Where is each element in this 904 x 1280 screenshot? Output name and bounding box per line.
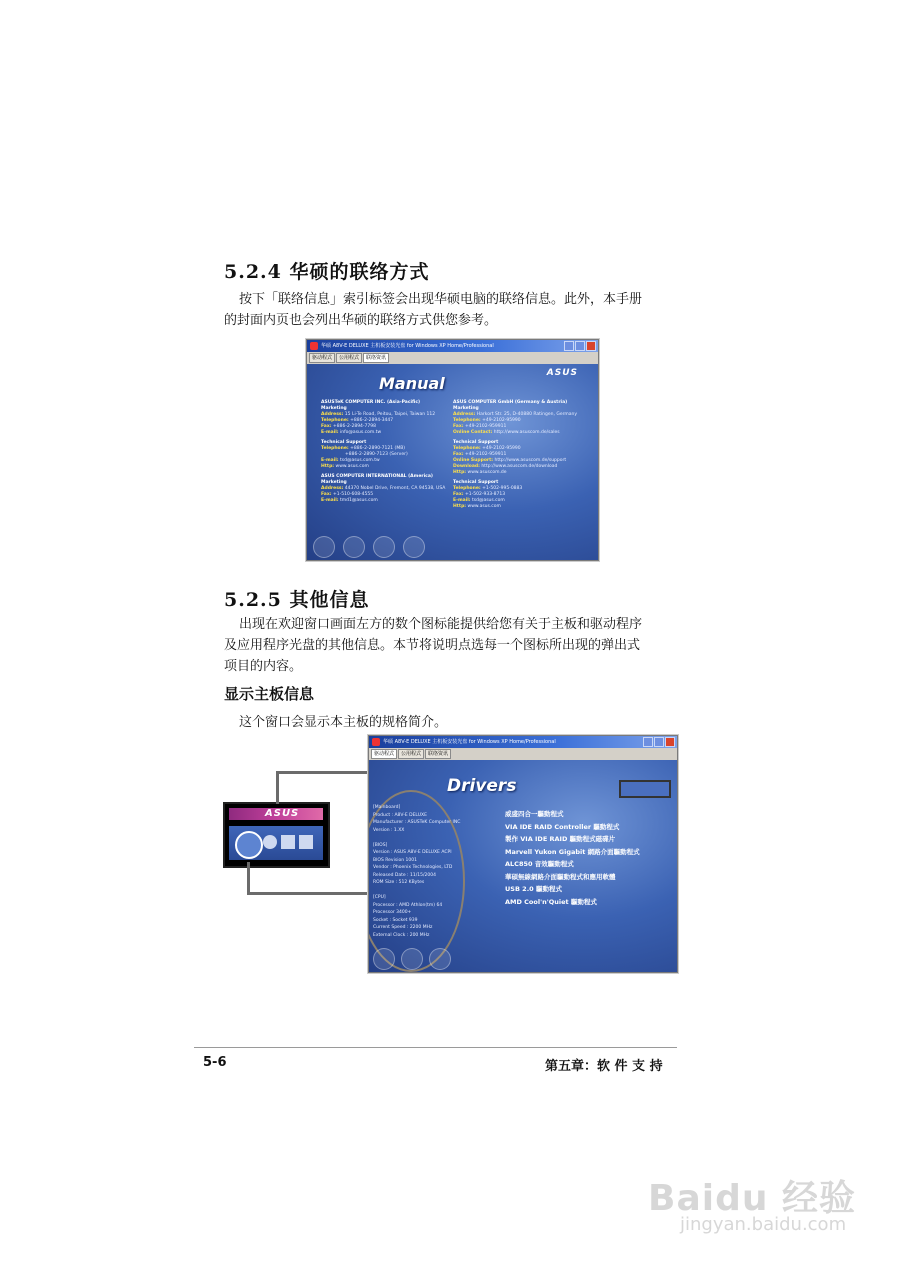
window-titlebar — [307, 340, 598, 352]
contact-line-label: Fax: — [321, 424, 332, 429]
window-tabs — [369, 748, 677, 760]
bottom-icon-1 — [313, 536, 335, 558]
mainboard-info-list — [373, 804, 460, 939]
contact-line-value: +1-510-608-4555 — [331, 492, 374, 497]
maximize-icon — [654, 737, 664, 747]
contact-line-value: +49-2102-95990 — [480, 418, 521, 423]
contact-line-label: Fax: — [453, 424, 464, 429]
asus-logo: ASUS — [546, 368, 578, 378]
contact-column-right — [453, 400, 588, 514]
section-paragraph-5-2-4 — [224, 289, 676, 331]
driver-item: 製作 VIA IDE RAID 驅動程式磁碟片 — [505, 835, 616, 843]
contact-line-label: E-mail: — [321, 430, 339, 435]
baidu-watermark-logo: Baidu 经验 — [648, 1178, 857, 1219]
cd-icon — [263, 835, 277, 849]
tab-contact: 联络资讯 — [363, 353, 389, 363]
info-line: Version : 1.XX — [373, 827, 405, 833]
contact-line — [453, 430, 588, 436]
contact-block — [453, 400, 588, 436]
info-line: Product : A8V-E DELUXE — [373, 812, 427, 818]
contact-line-label: Telephone: — [453, 486, 481, 491]
contact-panel — [307, 364, 598, 560]
close-icon — [665, 737, 675, 747]
info-line: [Mainboard] — [373, 805, 401, 810]
contact-block-heading: ASUSTeK COMPUTER INC. (Asia-Pacific) — [321, 400, 421, 405]
page-number: 5-6 — [203, 1055, 227, 1070]
contact-line-label: Telephone: — [321, 446, 349, 451]
connector-line — [276, 771, 279, 804]
footer-divider — [194, 1047, 677, 1048]
contact-line-value: http://www.asuscom.de/sales — [492, 430, 560, 435]
app-icon — [310, 342, 318, 350]
drivers-window-screenshot — [368, 735, 678, 973]
contact-line — [321, 498, 451, 504]
paragraph-line: 按下「联络信息」索引标签会出现华硕电脑的联络信息。此外，本手册 — [239, 292, 643, 307]
tab-drivers: 驱动程式 — [309, 353, 335, 363]
contact-line-value: +49-2102-95990 — [480, 446, 521, 451]
contact-block-subheading: Marketing — [453, 406, 479, 411]
contact-line-value: +886-2-2894-3447 — [348, 418, 394, 423]
driver-item: ALC850 音效驅動程式 — [505, 860, 574, 868]
info-line: BIOS Revision 1001 — [373, 857, 417, 863]
contact-line — [453, 504, 588, 510]
contact-line-label: Http: — [321, 464, 335, 469]
window-title: 华硕 A8V-E DELUXE 主机板安装光盘 for Windows XP Home/Professional — [321, 343, 494, 349]
contact-block-subheading: Technical Support — [453, 440, 499, 445]
contact-line-value: 44370 Nobel Drive, Fremont, CA 94538, USA — [343, 486, 446, 491]
contact-block-subheading: Technical Support — [453, 480, 499, 485]
connector-line — [247, 862, 250, 895]
contact-line-value: 15 Li-Te Road, Peitou, Taipei, Taiwan 112 — [343, 412, 436, 417]
contact-line-value: tsd@asus.com.tw — [338, 458, 380, 463]
paragraph-line: 的封面内页也会列出华硕的联络方式供您参考。 — [224, 313, 498, 328]
panel-title: Drivers — [447, 776, 517, 796]
contact-line — [321, 464, 451, 470]
paragraph-line: 出现在欢迎窗口画面左方的数个图标能提供给您有关于主板和驱动程序 — [239, 617, 643, 632]
info-line — [373, 834, 460, 842]
tab-contact: 联络资讯 — [425, 749, 451, 759]
info-line: Manufacturer : ASUSTeK Computer INC — [373, 820, 461, 825]
contact-line-label: Online Contact: — [453, 430, 493, 435]
top-icon-strip — [619, 780, 671, 798]
inset-asus-logo: ASUS — [265, 808, 300, 819]
contact-line-label: E-mail: — [321, 458, 339, 463]
minimize-icon — [643, 737, 653, 747]
section-heading-5-2-5: 5.2.5 其他信息 — [224, 589, 370, 611]
info-line: External Clock : 200 MHz — [373, 932, 430, 938]
contact-block-heading: ASUS COMPUTER INTERNATIONAL (America) — [321, 474, 433, 479]
driver-item: Marvell Yukon Gigabit 網路介面驅動程式 — [505, 847, 640, 856]
info-line: Released Date : 11/15/2004 — [373, 872, 436, 878]
document-icon — [299, 835, 313, 849]
subsection-heading: 显示主板信息 — [224, 685, 315, 703]
contact-block-subheading: Technical Support — [321, 440, 367, 445]
contact-line-label: Telephone: — [453, 418, 481, 423]
chapter-label: 第五章：软 件 支 持 — [545, 1059, 663, 1074]
info-line — [373, 887, 460, 895]
contact-line-label: Address: — [453, 412, 476, 417]
maximize-icon — [575, 341, 585, 351]
contact-line-label: Http: — [453, 470, 467, 475]
baidu-watermark-url: jingyan.baidu.com — [680, 1214, 847, 1235]
contact-window-screenshot — [306, 339, 599, 561]
contact-line-value: www.asus.com — [334, 464, 369, 469]
bottom-icon-2 — [401, 948, 423, 970]
contact-line-label: Http: — [453, 504, 467, 509]
connector-line — [247, 892, 369, 895]
contact-line-label: Address: — [321, 486, 344, 491]
contact-line-value: http://www.asuscom.de/support — [493, 458, 567, 463]
paragraph-line: 项目的内容。 — [224, 659, 303, 674]
contact-line: +886-2-2890-7123 (Server) — [345, 452, 408, 457]
bottom-icon-2 — [343, 536, 365, 558]
contact-block — [453, 480, 588, 510]
info-line: Version : ASUS A8V-E DELUXE ACPI — [373, 850, 452, 855]
contact-line-value: www.asuscom.de — [466, 470, 507, 475]
contact-line-value: +49-2102-959911 — [463, 452, 507, 457]
tab-utilities: 公用程式 — [336, 353, 362, 363]
contact-line — [321, 430, 451, 436]
contact-block — [321, 474, 451, 504]
motherboard-info-icon — [235, 831, 263, 859]
window-title: 华硕 A8V-E DELUXE 主机板安装光盘 for Windows XP Home/Professional — [383, 739, 556, 745]
paragraph-line: 及应用程序光盘的其他信息。本节将说明点选每一个图标所出现的弹出式 — [224, 638, 641, 653]
info-line: [BIOS] — [373, 842, 388, 848]
driver-item: 華碩無線網路介面驅動程式和應用軟體 — [505, 872, 616, 881]
contact-line — [453, 470, 588, 476]
contact-line-value: Harkort Str. 25, D-40880 Ratingen, Germany — [475, 412, 578, 417]
minimize-icon — [564, 341, 574, 351]
info-line: [CPU] — [373, 895, 386, 900]
close-icon — [586, 341, 596, 351]
contact-line-label: Telephone: — [453, 446, 481, 451]
bottom-icon-3 — [429, 948, 451, 970]
tab-utilities: 公用程式 — [398, 749, 424, 759]
window-tabs — [307, 352, 598, 364]
driver-item: AMD Cool'n'Quiet 驅動程式 — [505, 897, 597, 906]
window-controls — [643, 737, 675, 747]
window-controls — [564, 341, 596, 351]
contact-line-label: E-mail: — [321, 498, 339, 503]
contact-block — [321, 440, 451, 470]
contact-line-label: Address: — [321, 412, 344, 417]
contact-column-left — [321, 400, 451, 508]
driver-item: USB 2.0 驅動程式 — [505, 885, 562, 893]
info-line: ROM Size : 512 KBytes — [373, 880, 425, 885]
contact-line-value: +1-502-933-8713 — [463, 492, 506, 497]
subsection-paragraph: 这个窗口会显示本主板的规格简介。 — [239, 715, 448, 730]
contact-line-label: Online Support: — [453, 458, 494, 463]
contact-line-label: Telephone: — [321, 418, 349, 423]
section-heading-5-2-4: 5.2.4 华硕的联络方式 — [224, 261, 430, 283]
contact-line-label: Fax: — [453, 492, 464, 497]
contact-line-label: Fax: — [321, 492, 332, 497]
bottom-icon-1 — [373, 948, 395, 970]
bottom-icon-4 — [403, 536, 425, 558]
contact-line-label: Download: — [453, 464, 480, 469]
driver-item: 威盛四合一驅動程式 — [505, 810, 564, 818]
info-line: Socket : Socket 939 — [373, 917, 418, 923]
section-paragraph-5-2-5 — [224, 614, 676, 677]
contact-line-value: info@asus.com.tw — [338, 430, 382, 435]
info-line: Processor 3400+ — [373, 910, 412, 915]
contact-line-value: www.asus.com — [466, 504, 501, 509]
contact-line-label: E-mail: — [453, 498, 471, 503]
tools-icon — [281, 835, 295, 849]
contact-block — [321, 400, 451, 436]
contact-block-subheading: Marketing — [321, 406, 347, 411]
inset-callout — [223, 802, 330, 868]
contact-line-value: +886-2-2890-7121 (MB) — [348, 446, 406, 451]
contact-line-value: +886-2-2894-7798 — [331, 424, 376, 429]
panel-title: Manual — [379, 374, 445, 393]
contact-line-value: +49-2102-959911 — [463, 424, 507, 429]
tab-drivers: 驱动程式 — [371, 749, 397, 759]
contact-block-subheading: Marketing — [321, 480, 347, 485]
bottom-icon-3 — [373, 536, 395, 558]
contact-line-value: tmd1@asus.com — [338, 498, 378, 503]
info-line: Current Speed : 2200 MHz — [373, 925, 433, 930]
contact-line-value: +1-502-995-0883 — [480, 486, 523, 491]
info-line: Vendor : Phoenix Technologies, LTD — [373, 865, 453, 870]
contact-block-heading: ASUS COMPUTER GmbH (Germany & Austria) — [453, 400, 568, 405]
contact-block — [453, 440, 588, 476]
contact-line-value: http://www.asuscom.de/download — [479, 464, 558, 469]
drivers-panel — [369, 760, 677, 972]
contact-line-value: tsd@asus.com — [470, 498, 505, 503]
app-icon — [372, 738, 380, 746]
driver-item: VIA IDE RAID Controller 驅動程式 — [505, 822, 620, 831]
contact-line-label: Fax: — [453, 452, 464, 457]
window-titlebar — [369, 736, 677, 748]
info-line: Processor : AMD Athlon(tm) 64 — [373, 902, 443, 908]
